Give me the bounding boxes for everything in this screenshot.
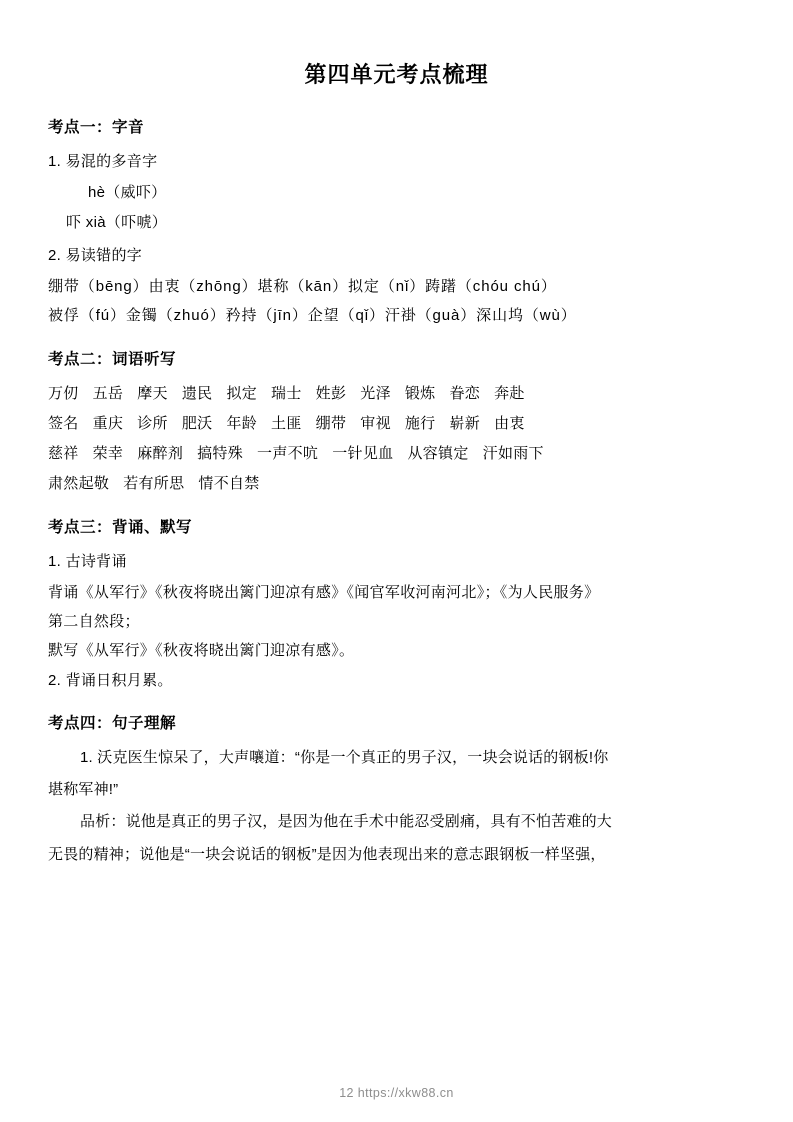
section-heading-4: 考点四：句子理解 <box>48 714 177 732</box>
word-row <box>48 379 745 409</box>
word-row <box>48 469 745 499</box>
word: 万仞 <box>48 384 79 402</box>
word: 光泽 <box>360 384 391 402</box>
word: 汗如雨下 <box>482 444 544 462</box>
section-4-paragraph-4: 无畏的精神；说他是“一块会说话的钢板”是因为他表现出来的意志跟钢板一样坚强， <box>48 845 606 863</box>
word: 瑞士 <box>271 384 302 402</box>
word: 锻炼 <box>404 384 436 402</box>
section-4-paragraph-3: 品析：说他是真正的男子汉，是因为他在手术中能忍受剧痛，具有不怕苦难的大 <box>80 813 613 831</box>
word: 肃然起敬 <box>48 474 110 492</box>
word: 情不自禁 <box>198 474 260 492</box>
word-row <box>48 439 745 469</box>
word: 由衷 <box>494 414 525 432</box>
section-3-line-2: 背诵《从军行》《秋夜将晓出篱门迎凉有感》《闻官军收河南河北》；《为人民服务》 <box>48 583 600 601</box>
word: 施行 <box>404 414 436 432</box>
word: 麻醉剂 <box>137 444 184 462</box>
word: 一针见血 <box>332 444 394 462</box>
word-row <box>48 409 745 439</box>
section-1-line-4: 2. 易读错的字 <box>48 246 143 264</box>
word: 审视 <box>360 414 391 432</box>
word: 若有所思 <box>123 474 185 492</box>
section-4-paragraph-2: 堪称军神!” <box>48 781 119 798</box>
section-3-line-4: 默写《从军行》《秋夜将晓出篱门迎凉有感》。 <box>48 642 355 660</box>
section-1-line-3: 吓 xià（吓唬） <box>66 213 168 231</box>
word: 奔赴 <box>494 384 525 402</box>
word: 拟定 <box>226 384 258 402</box>
word: 诊所 <box>137 414 168 432</box>
word: 年龄 <box>226 414 258 432</box>
word: 搞特殊 <box>197 444 244 462</box>
page-footer: 12 https://xkw88.cn <box>339 1086 454 1100</box>
word: 慈祥 <box>48 444 79 462</box>
word: 土匪 <box>271 414 302 432</box>
word: 眷恋 <box>449 384 481 402</box>
section-1-line-1: 1. 易混的多音字 <box>48 153 158 170</box>
word: 姓彭 <box>315 384 347 402</box>
section-3-line-5: 2. 背诵日积月累。 <box>48 671 173 689</box>
section-heading-1: 考点一：字音 <box>48 119 145 136</box>
word: 一声不吭 <box>257 444 319 462</box>
word: 绷带 <box>315 414 347 432</box>
section-1-line-2: hè（威吓） <box>88 184 167 202</box>
word: 重庆 <box>92 414 124 432</box>
word: 遗民 <box>181 384 213 402</box>
word: 五岳 <box>92 384 124 402</box>
section-3-line-1: 1. 古诗背诵 <box>48 552 127 570</box>
word: 摩天 <box>137 384 168 402</box>
section-1-line-6: 被俘（fú）金镯（zhuó）矜持（jīn）企望（qǐ）汗褂（ɡuà）深山坞（wù） <box>48 307 577 325</box>
section-3-line-3: 第二自然段； <box>48 613 140 630</box>
section-heading-3: 考点三：背诵、默写 <box>48 518 193 536</box>
word: 肥沃 <box>181 414 213 432</box>
word: 荣幸 <box>92 444 124 462</box>
word: 从容镇定 <box>407 444 469 462</box>
section-heading-2: 考点二：词语听写 <box>48 350 177 368</box>
word: 签名 <box>48 414 79 432</box>
section-1-line-5: 绷带（bēnɡ）由衷（zhōnɡ）堪称（kān）拟定（nǐ）踌躇（chóu chú） <box>48 278 557 295</box>
word: 崭新 <box>449 414 481 432</box>
section-4-paragraph-1: 1. 沃克医生惊呆了，大声嚷道：“你是一个真正的男子汉，一块会说话的钢板!你 <box>80 748 609 766</box>
page-title: 第四单元考点梳理 <box>304 62 489 87</box>
